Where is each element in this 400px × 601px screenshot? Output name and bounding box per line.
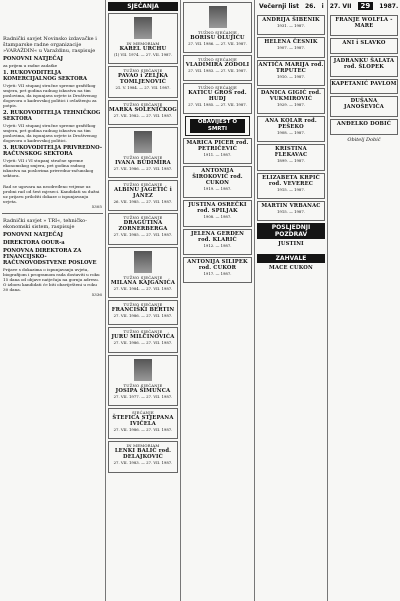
notice-intro: Radnički savjet Novinsko izdavačke i štamparske radne organizacije »VARAŽDIN« u Varaždinu, raspisuje	[3, 36, 97, 54]
notice-dates: 27. VII. 1986. — 27. VII. 1987.	[113, 426, 173, 432]
notice-caption: SJEĆANJE	[132, 409, 154, 415]
notice-dates: 1907. — 1987.	[277, 45, 305, 51]
notice-caption: TUŽNO SJEĆANJE	[123, 382, 163, 388]
portrait-photo	[134, 359, 152, 381]
memorial-notice	[183, 2, 252, 53]
notice-text-lines	[187, 73, 248, 77]
notice-name: JUSTINA OSREČKI rođ. SPILJAK	[188, 202, 247, 215]
divider	[2, 213, 103, 214]
notice-dates: 1910. — 1987.	[277, 73, 305, 79]
notice-closing: Rad se ugovara na neodređeno vrijeme uz probni rad od šest mjeseci. Kandidati su dužni uz prijavu priložiti dokaze o ispunjavanju uvjeta.	[3, 184, 100, 204]
notice-text-lines	[187, 191, 248, 195]
death-notice-list	[181, 138, 254, 283]
notice-caption: TUŽNO SJEĆANJE	[123, 329, 163, 335]
memorial-notice	[257, 37, 325, 57]
notice-name: ANTIČA MARIJA rođ. TRPUTEC	[258, 61, 324, 74]
memorial-notice	[330, 15, 398, 36]
thanks-list	[328, 15, 400, 135]
notice-text-lines	[334, 70, 394, 74]
notice-heading-sub: za prijem u radne zadatke	[3, 63, 58, 68]
memorial-notice	[108, 355, 178, 406]
job-title: 1. RUKOVODITELJA KOMERCIJALNOG SEKTORA	[3, 70, 87, 82]
thanks-name: MACE CUKON	[269, 264, 313, 271]
notice2-closing: Prijave s dokazima o ispunjavanju uvjeta, biografijom i programom rada dostaviti u roku 15 dana od objave natječaja na gornju adresu. O izboru kandidati će biti obaviješteni u roku 30 dana.	[3, 267, 100, 292]
column-thanks	[328, 0, 400, 601]
memorial-notice	[108, 180, 178, 211]
notice-text-lines	[187, 107, 248, 111]
memorial-notice	[183, 200, 252, 226]
notice-text-lines	[334, 87, 394, 91]
notice-text-lines	[112, 204, 174, 208]
notice-caption: TUŽNO SJEĆANJE	[123, 274, 163, 280]
notice-dates: (1) VII. 1974. — 27. VII. 1987.	[113, 52, 173, 57]
memorial-notice	[183, 229, 252, 255]
notice-name: KAREL URCHU	[119, 46, 167, 52]
notice-name: KAPETANIĆ PAVLOM	[331, 80, 397, 87]
notice-text-lines	[334, 29, 394, 33]
notice-text-lines	[334, 46, 394, 50]
job-requirements: Uvjeti: VII stupanj stručne spreme grafičkog smjera, pet godina radnog iskustva na tim poslovima, da ispunjava uvjete iz Društvenog dogovora o kadrovskoj politici i ovlaštenju za potpis.	[3, 83, 97, 108]
memorial-notice	[108, 127, 178, 178]
notice-name: MARICA PICER rođ. PETRIČEVIĆ	[186, 139, 249, 152]
header-sep: i	[321, 2, 324, 10]
notice-caption: TUŽNO SJEĆANJE	[198, 84, 237, 90]
notice-text-lines	[261, 28, 321, 32]
notice-name: MILANA KAJGANIĆA	[110, 279, 176, 286]
job-list	[0, 70, 105, 178]
notice-text-lines	[334, 127, 394, 131]
notice-text-lines	[112, 291, 174, 295]
notice-name: HELENA ČESNIK	[264, 39, 318, 46]
notice-dates: 27. VII. 1982. — 27. VII. 1987.	[113, 112, 173, 118]
memorial-notice	[108, 247, 178, 298]
memorial-notice	[183, 138, 252, 164]
notice-caption: TUŽNO SJEĆANJE	[123, 302, 163, 308]
notice-dates: 1931. — 1987.	[277, 23, 305, 28]
notice-text-lines	[261, 214, 321, 218]
notice-name: ANA KOLAR rođ. PEŠEKO	[265, 118, 317, 131]
header-month: 27. VII	[329, 2, 352, 10]
notice2-job-second: PONOVNA DIREKTORA ZA FINANCIJSKO-RAČUNOVODSTVENE POSLOVE	[3, 248, 97, 266]
notice-dates: 27. VII. 1986. — 27. VII. 1987.	[188, 41, 247, 46]
notice-dates: 1899. — 1987.	[277, 158, 305, 164]
job-title: 2. RUKOVODITELJA TEHNIČKOG SEKTORA	[3, 110, 101, 122]
notice-text-lines	[261, 135, 321, 139]
memorial-notice	[257, 173, 325, 199]
memorial-notice	[330, 119, 398, 134]
memorial-notice	[183, 83, 252, 114]
notice-dates: 1911. — 1987.	[203, 151, 232, 157]
memorial-notice	[108, 213, 178, 244]
death-notice-list-2	[255, 15, 327, 221]
notice-name: BORISU OLUJIĆU	[190, 35, 245, 41]
notice2-job: DIREKTORA OOUR-a	[3, 240, 65, 246]
notice-dates: 27. VII. 1983. — 27. VII. 1987.	[113, 460, 173, 466]
notice2-intro: Radnički savjet » TRI«, tehničko-ekonomski sistem, raspisuje	[3, 218, 87, 230]
notice-text-lines	[112, 237, 174, 241]
farewell-text-lines	[258, 247, 324, 251]
portrait-photo	[134, 17, 152, 39]
notice-dates: 27. VII. 1977. — 27. VII. 1987.	[113, 393, 173, 399]
notice-name: DUŠANA JANOŠEVIĆA	[343, 98, 385, 111]
memorial-notice	[330, 96, 398, 117]
notice-dates: 27. VII. 1985. — 27. VII. 1987.	[113, 232, 173, 238]
notice-dates: 1919. — 1987.	[203, 186, 232, 192]
notice-name: MARKA SOLENIČKOG	[109, 106, 177, 113]
farewell-name: JUSTINI	[278, 241, 304, 248]
notice-name: LENKI BALIĆ rođ. DELAJKOVIĆ	[114, 448, 172, 461]
memorial-notice	[330, 38, 398, 53]
notice-text-lines	[187, 157, 248, 161]
notice-text-lines	[187, 46, 248, 50]
notice-dates: 1908. — 1987.	[203, 214, 232, 220]
notice-text-lines	[261, 50, 321, 54]
notice-name: JADRANKU ŠALATA rođ. ŠLOPEK	[333, 57, 395, 70]
notice-dates: 1929. — 1987.	[277, 101, 305, 107]
notice-caption: TUŽNO SJEĆANJE	[123, 182, 163, 188]
notice-caption: IN MEMORIAM	[126, 443, 160, 449]
memorial-notice	[183, 257, 252, 283]
notice-name: DANICA GIGIĆ rođ. VUKMIROVIĆ	[260, 89, 322, 102]
notice-heading: PONOVNI NATJEČAJ	[3, 56, 63, 62]
section-banner-sjecanja: SJEĆANJA	[108, 2, 178, 11]
notice-dates: 1912. — 1987.	[203, 242, 232, 248]
notice-text-lines	[261, 192, 321, 196]
notice-name: ANI i SLAVKO	[342, 40, 386, 47]
notice-text-lines	[112, 399, 174, 403]
column-memorials	[106, 0, 181, 601]
memorial-notice	[257, 60, 325, 86]
notice-text-lines	[261, 163, 321, 167]
memorial-list-top	[181, 2, 254, 114]
memorial-notice	[183, 166, 252, 198]
notice-dates: 27. VII. 1986. — 27. VII. 1987.	[113, 340, 173, 346]
notice-text-lines	[112, 118, 174, 122]
notice-dates: 27. VII. 1986. — 27. VII. 1987.	[113, 313, 173, 319]
memorial-notice	[108, 327, 178, 352]
notice2-code: 5336	[91, 292, 102, 297]
column-deaths	[255, 0, 328, 601]
notice-name: JURU MILČINOVIĆA	[111, 334, 175, 341]
notice-text-lines	[112, 90, 174, 94]
portrait-photo	[134, 251, 152, 273]
notice-dates: 26. VII. 1985. — 27. VII. 1987.	[113, 199, 173, 205]
notice-name: ANTONIJA ŠIROKOVIĆ rođ. CUKON	[192, 168, 243, 187]
column-job-notices	[0, 0, 106, 601]
notice-name: JOSIPA ŠIMUNCA	[115, 387, 171, 394]
notice-dates: 1908. — 1987.	[277, 130, 305, 136]
notice-name: VLADIMIRA ZODOLI	[185, 62, 250, 69]
memorial-notice	[257, 15, 325, 35]
notice-dates: 21. V. 1984. — 27. VII. 1987.	[115, 85, 171, 91]
notice-dates: 1915. — 1987.	[277, 186, 305, 192]
notice-name: KRISTINA FLEKAVAC	[274, 146, 308, 159]
notice-name: IVANA BUDIMIRA	[115, 159, 171, 166]
notice-caption: TUŽNO SJEĆANJE	[123, 215, 163, 221]
section-banner-zahvale: ZAHVALE	[257, 254, 325, 263]
death-notice-banner	[185, 116, 250, 136]
notice-caption: TUŽNO SJEĆANJE	[198, 30, 237, 35]
notice-text-lines	[112, 57, 174, 61]
notice-text-lines	[334, 110, 394, 114]
page-number: 29	[358, 2, 374, 10]
memorial-notice	[330, 79, 398, 94]
memorial-notice	[257, 116, 325, 142]
notice-caption: TUŽNO SJEĆANJE	[123, 154, 163, 160]
job-requirements: Uvjeti: VII i VI stupanj stručne spreme ekonomskog smjera, pet godina radnog iskustva na poslovima privredno-računskog sektora.	[3, 158, 94, 178]
notice-text-lines	[112, 171, 174, 175]
section-banner-pozdrav: POSLJEDNJI POZDRAV	[257, 223, 325, 239]
notice-caption: TUŽNO SJEĆANJE	[198, 57, 237, 63]
notice-dates: 27. VII. 1986. — 27. VII. 1987.	[113, 165, 173, 171]
memorial-notice	[257, 201, 325, 221]
memorial-list	[106, 13, 180, 473]
notice-text-lines	[261, 107, 321, 111]
notice-text-lines	[112, 318, 174, 322]
notice-text-lines	[112, 345, 174, 349]
portrait-photo	[209, 6, 227, 28]
notice-dates: 1915. — 1987.	[277, 209, 305, 215]
header-year: 1987.	[379, 2, 399, 10]
notice-text-lines	[261, 79, 321, 83]
notice-caption: TUŽNO SJEĆANJE	[123, 101, 163, 107]
memorial-notice	[108, 441, 178, 472]
notice-name: KATICU GROŠ rođ. HUDJ	[188, 89, 247, 102]
notice-name: ALBINU JAGETIĆ i JANEZ	[114, 187, 172, 200]
memorial-notice	[108, 13, 178, 64]
notice-name: FRANJE WOLFLA - MARE	[335, 17, 393, 29]
memorial-notice	[330, 56, 398, 77]
notice-text-lines	[187, 219, 248, 223]
portrait-photo	[134, 131, 152, 153]
job-title: 3. RUKOVODITELJA PRIVREDNO-RAČUNSKOG SEKTORA	[3, 145, 103, 157]
memorial-notice	[108, 300, 178, 325]
notice-name: FRANCIŠKI BERTIN	[111, 307, 175, 314]
job-requirements: Uvjeti: VII stupanj stručne spreme grafičkog smjera, pet godina radnog iskustva na tim poslovima, da ispunjava uvjete iz Društvenog dogovora o kadrovskoj politici.	[3, 123, 97, 143]
notice-name: MARTIN VRBANAC	[261, 203, 321, 210]
header-day: 26.	[305, 2, 316, 10]
death-notice-banner-text: OBAVIJEST O SMRTI	[190, 119, 245, 133]
notice-name: ANDRIJA ŠIBENIK	[262, 17, 320, 23]
newspaper-name: Večernji list	[259, 2, 299, 10]
notice-caption: TUŽNO SJEĆANJE	[123, 68, 163, 74]
notice-dates: 27. VII. 1984. — 27. VII. 1987.	[113, 285, 173, 291]
notice-text-lines	[187, 248, 248, 252]
notice-dates: 27. VII. 1985. — 27. VII. 1987.	[188, 101, 247, 107]
memorial-notice	[257, 88, 325, 114]
memorial-notice	[108, 408, 178, 439]
column-memorials-deaths	[181, 0, 255, 601]
notice-name: PAVAO i ZELJKA TOMLJENOVIĆ	[118, 73, 168, 86]
memorial-notice	[257, 144, 325, 170]
notice-dates: 27. VII. 1983. — 27. VII. 1987.	[188, 68, 247, 74]
notice-name: ELIZABETA KRPIĆ rođ. VEVEREC	[262, 174, 320, 187]
notice-dates: 1917. — 1987.	[203, 271, 232, 277]
notice-text-lines	[187, 276, 248, 280]
notice-caption: IN MEMORIAM	[126, 41, 160, 46]
memorial-notice	[183, 55, 252, 80]
notice-text-lines	[112, 465, 174, 469]
notice-name: ANĐELKO DOBIĆ	[336, 121, 392, 128]
notice-text-lines	[112, 432, 174, 436]
notice2-heading: PONOVNI NATJEČAJ	[3, 232, 63, 238]
notice-name: DRAGUTINA ZORNERBERGA	[118, 220, 168, 233]
notice-name: ŠTEFICA STJEPANA IVIČELA	[112, 414, 174, 427]
notice-name: JELENA GERDEN rođ. KLARIĆ	[190, 230, 245, 243]
memorial-notice	[108, 100, 178, 125]
notice-name: ANTONIJA SILIPEK rođ. CUKOR	[187, 259, 248, 272]
memorial-notice	[108, 66, 178, 97]
signature: Obitelj Dobić	[347, 136, 381, 143]
notice-code: 5305	[91, 204, 102, 209]
